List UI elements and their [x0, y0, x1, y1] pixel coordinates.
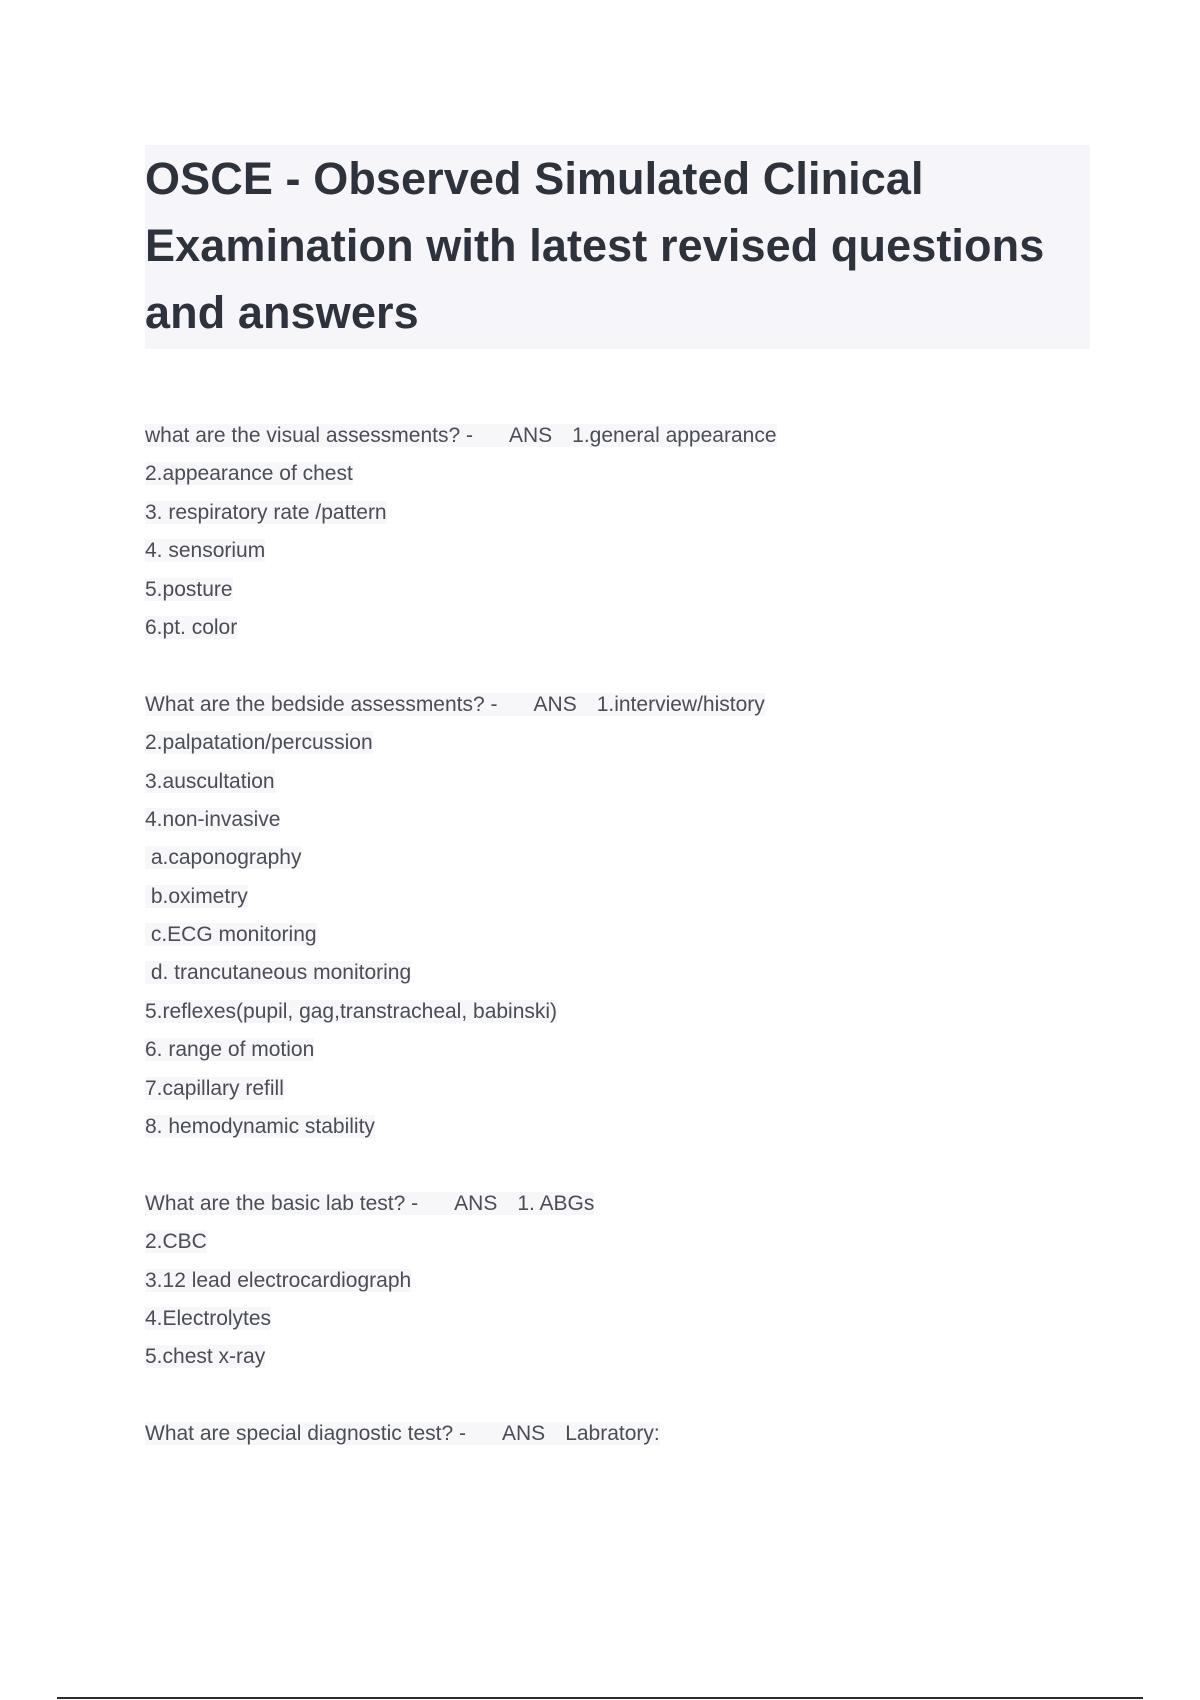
title-line-3: and answers [145, 287, 419, 338]
answer-item [145, 1108, 1095, 1146]
ans-label: ANS [533, 692, 577, 716]
qa-section [145, 686, 1095, 1147]
answer-item-text: d. trancutaneous monitoring [145, 961, 412, 985]
answer-item-text: 2.CBC [145, 1230, 207, 1254]
ans-label: ANS [502, 1422, 546, 1446]
answer-item [145, 609, 1095, 647]
answer-item-text: a.caponography [145, 846, 302, 870]
answer-block [466, 1422, 660, 1445]
document-title [145, 145, 1078, 346]
answer-item [145, 1338, 1095, 1376]
question-line [145, 1185, 1095, 1223]
answer-item [145, 993, 1095, 1031]
answer-item-text: 4. sensorium [145, 539, 266, 563]
answer-block [418, 1192, 594, 1215]
answer-item-text: c.ECG monitoring [145, 923, 317, 947]
answer-item-text: 4.Electrolytes [145, 1306, 272, 1330]
question-line [145, 1415, 1095, 1453]
question-text: What are special diagnostic test? - [145, 1422, 466, 1446]
question-text: what are the visual assessments? - [145, 424, 473, 447]
section-gap [145, 1146, 1095, 1184]
answer-item-text: 6.pt. color [145, 615, 238, 639]
answer-item [145, 532, 1095, 570]
answer-item [145, 954, 1095, 992]
answer-item-text: 5.chest x-ray [145, 1345, 266, 1369]
first-answer: 1.general appearance [572, 424, 777, 447]
page-bottom-rule [57, 1697, 1143, 1699]
answer-block [473, 424, 777, 447]
answer-item [145, 1262, 1095, 1300]
first-answer: 1. ABGs [517, 1191, 595, 1215]
answer-item [145, 724, 1095, 762]
answer-item [145, 916, 1095, 954]
answer-item-text: 3. respiratory rate /pattern [145, 500, 387, 524]
answer-item-text: 2.appearance of chest [145, 462, 353, 486]
answer-item-text: 3.auscultation [145, 769, 275, 793]
answer-item [145, 455, 1095, 493]
answer-item [145, 1031, 1095, 1069]
answer-item-text: 7.capillary refill [145, 1076, 284, 1100]
answer-item-text: 3.12 lead electrocardiograph [145, 1268, 412, 1292]
answer-item [145, 839, 1095, 877]
question-line [145, 417, 1095, 455]
answer-item [145, 1223, 1095, 1261]
qa-section [145, 1415, 1095, 1453]
answer-item-text: b.oximetry [145, 884, 248, 908]
question-line [145, 686, 1095, 724]
answer-item [145, 494, 1095, 532]
qa-content [145, 417, 1095, 1454]
answer-item-text: 6. range of motion [145, 1038, 315, 1062]
qa-section [145, 417, 1095, 647]
answer-item [145, 571, 1095, 609]
section-gap [145, 647, 1095, 685]
answer-item [145, 1300, 1095, 1338]
question-text: What are the bedside assessments? - [145, 692, 498, 716]
first-answer: Labratory: [565, 1422, 660, 1446]
ans-label: ANS [508, 424, 553, 447]
section-gap [145, 1377, 1095, 1415]
answer-item-text: 4.non-invasive [145, 807, 281, 831]
answer-item-text: 5.posture [145, 577, 233, 601]
answer-item-text: 2.palpatation/percussion [145, 731, 373, 755]
answer-item [145, 1070, 1095, 1108]
answer-item [145, 878, 1095, 916]
answer-item [145, 763, 1095, 801]
first-answer: 1.interview/history [596, 692, 765, 716]
answer-item-text: 8. hemodynamic stability [145, 1115, 375, 1139]
title-block [145, 145, 1090, 349]
question-text: What are the basic lab test? - [145, 1191, 419, 1215]
answer-item [145, 801, 1095, 839]
qa-section [145, 1185, 1095, 1377]
answer-block [498, 693, 765, 716]
ans-label: ANS [454, 1191, 498, 1215]
title-line-2: Examination with latest revised questions [145, 220, 1045, 271]
title-line-1: OSCE - Observed Simulated Clinical [145, 153, 924, 204]
answer-item-text: 5.reflexes(pupil, gag,transtracheal, babinski) [145, 999, 558, 1023]
